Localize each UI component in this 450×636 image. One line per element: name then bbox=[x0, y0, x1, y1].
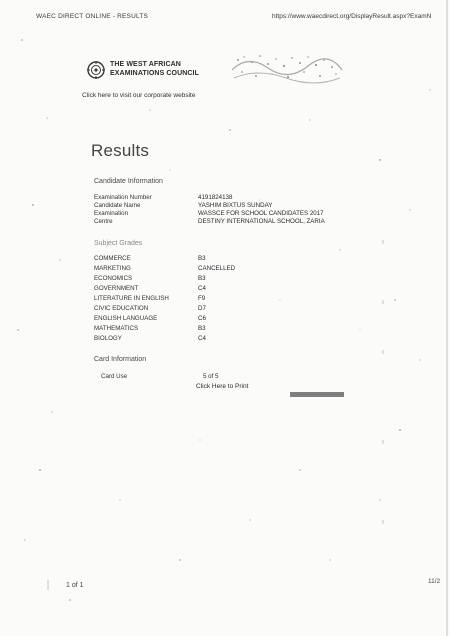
subject-grades-heading: Subject Grades bbox=[94, 240, 143, 247]
grade-row bbox=[94, 255, 374, 264]
candidate-info-value: WASSCE FOR SCHOOL CANDIDATES 2017 bbox=[198, 210, 324, 217]
logo-title-line2: EXAMINATIONS COUNCIL bbox=[110, 70, 199, 77]
candidate-info-value: YASHIM BIXTUS SUNDAY bbox=[198, 202, 273, 209]
card-use-label: Card Use bbox=[101, 373, 128, 380]
candidate-info-label: Centre bbox=[94, 218, 113, 225]
print-date: 11/2 bbox=[428, 578, 441, 585]
subject-name: MATHEMATICS bbox=[94, 325, 139, 332]
candidate-info-label: Examination Number bbox=[94, 194, 152, 201]
subject-grade: C6 bbox=[198, 315, 206, 322]
grade-row bbox=[94, 295, 374, 304]
redaction-bar bbox=[290, 392, 344, 397]
candidate-info-heading: Candidate Information bbox=[94, 178, 163, 185]
candidate-info-row bbox=[94, 218, 374, 227]
print-link[interactable]: Click Here to Print bbox=[196, 383, 249, 390]
header-banner-image bbox=[228, 50, 346, 84]
grade-row bbox=[94, 305, 374, 314]
page-number: 1 of 1 bbox=[66, 582, 84, 589]
subject-grade: B3 bbox=[198, 325, 206, 332]
grade-row bbox=[94, 315, 374, 324]
page-title: Results bbox=[91, 141, 150, 160]
logo-title-line1: THE WEST AFRICAN bbox=[110, 61, 181, 68]
grade-row bbox=[94, 265, 374, 274]
subject-name: ECONOMICS bbox=[94, 275, 133, 282]
subject-grade: D7 bbox=[198, 305, 206, 312]
subject-name: LITERATURE IN ENGLISH bbox=[94, 295, 169, 302]
subject-grade: B3 bbox=[198, 275, 206, 282]
candidate-info-value: DESTINY INTERNATIONAL SCHOOL, ZARIA bbox=[198, 218, 325, 225]
candidate-info-label: Examination bbox=[94, 210, 129, 217]
corporate-website-link[interactable]: Click here to visit our corporate website bbox=[82, 92, 196, 99]
subject-grade: C4 bbox=[198, 285, 206, 292]
print-header-url: https://www.waecdirect.org/DisplayResult.aspx?ExamN bbox=[272, 13, 432, 20]
grade-row bbox=[94, 275, 374, 284]
subject-name: GOVERNMENT bbox=[94, 285, 139, 292]
waec-emblem-icon bbox=[86, 60, 106, 80]
subject-name: CIVIC EDUCATION bbox=[94, 305, 149, 312]
grade-row bbox=[94, 285, 374, 294]
subject-name: ENGLISH LANGUAGE bbox=[94, 315, 158, 322]
subject-name: COMMERCE bbox=[94, 255, 131, 262]
subject-grade: B3 bbox=[198, 255, 206, 262]
candidate-info-label: Candidate Name bbox=[94, 202, 141, 209]
candidate-info-value: 4191824138 bbox=[198, 194, 233, 201]
subject-grade: C4 bbox=[198, 335, 206, 342]
card-use-value: 5 of 5 bbox=[203, 373, 219, 380]
grade-row bbox=[94, 335, 374, 344]
card-info-heading: Card Information bbox=[94, 356, 147, 363]
subject-name: BIOLOGY bbox=[94, 335, 122, 342]
subject-grade: CANCELLED bbox=[198, 265, 236, 272]
print-header-title: WAEC DIRECT ONLINE - RESULTS bbox=[36, 13, 149, 20]
subject-name: MARKETING bbox=[94, 265, 131, 272]
subject-grade: F9 bbox=[198, 295, 206, 302]
grade-row bbox=[94, 325, 374, 334]
